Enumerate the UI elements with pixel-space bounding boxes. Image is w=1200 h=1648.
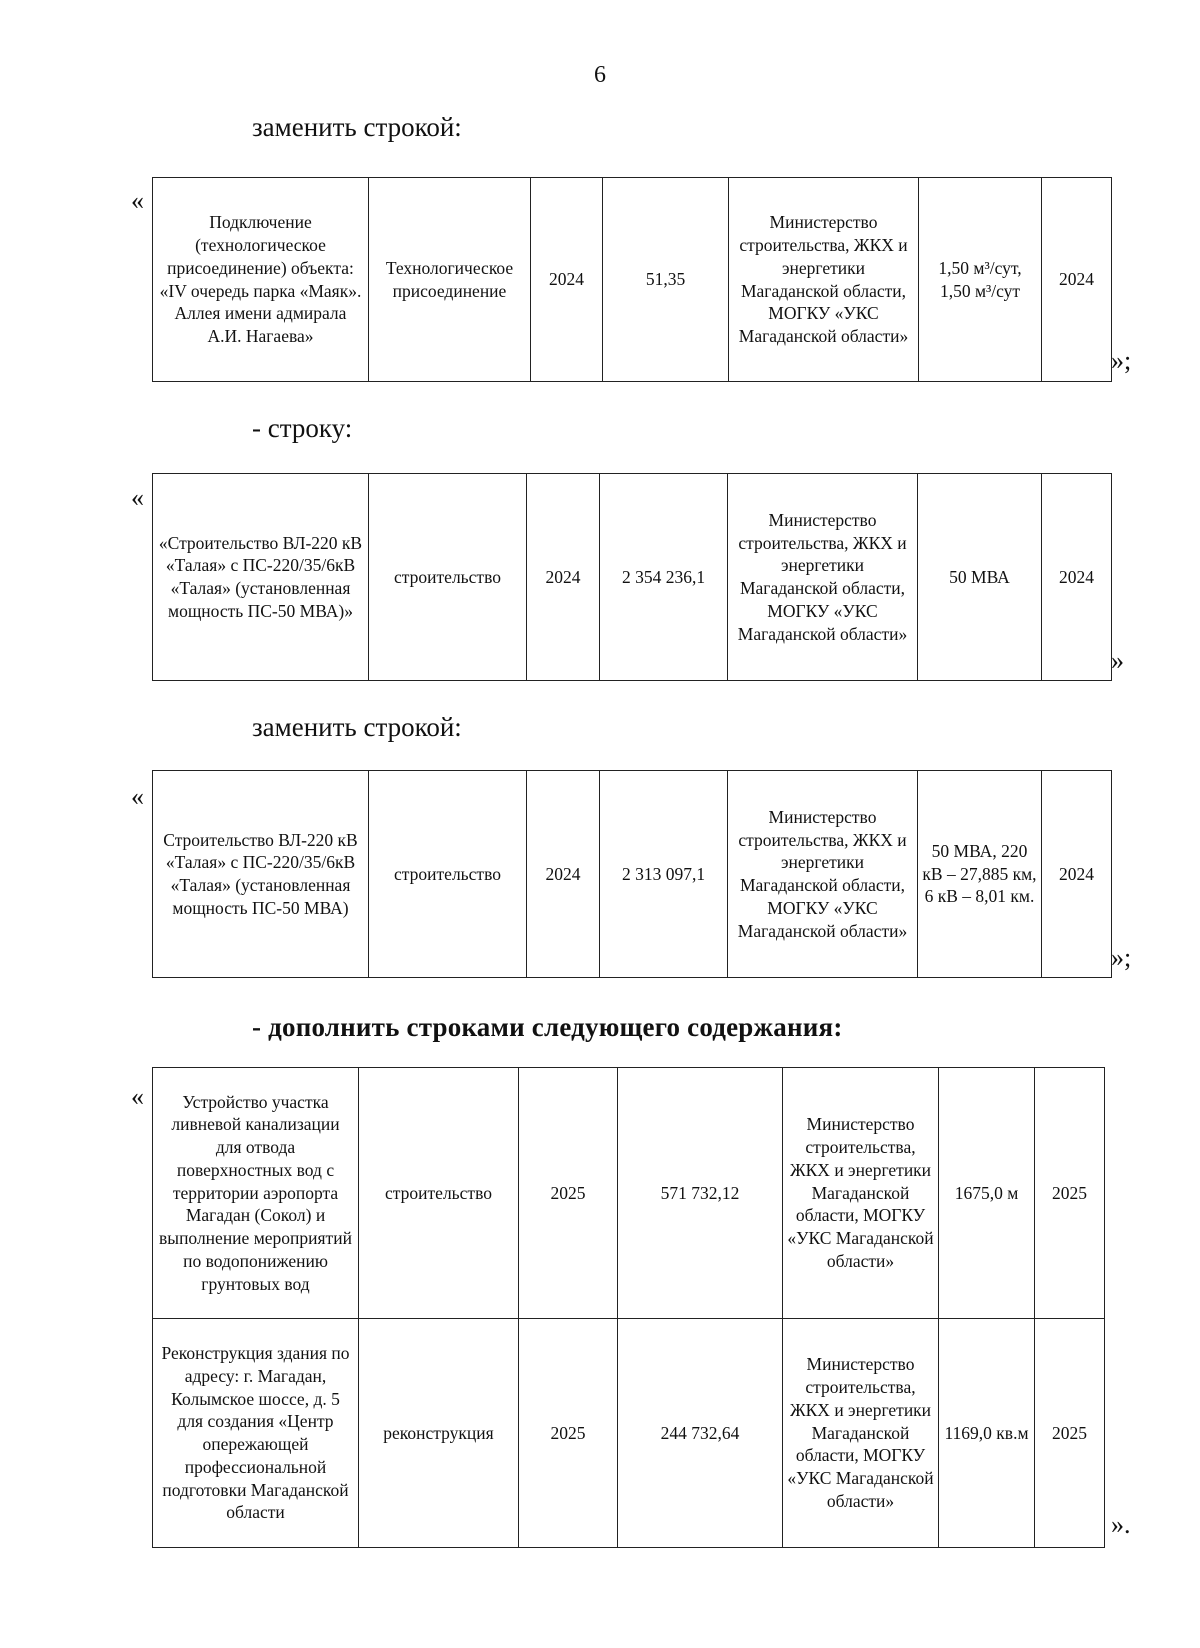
cell-year: 2025 xyxy=(519,1319,618,1548)
open-quote: « xyxy=(131,782,144,811)
close-quote: ». xyxy=(1111,1510,1131,1539)
cell-year: 2025 xyxy=(519,1068,618,1319)
cell-completion-year: 2024 xyxy=(1042,474,1112,681)
cell-object-name: Строительство ВЛ-220 кВ «Талая» с ПС-220/35/6кВ «Талая» (установленная мощность ПС-50 МВА) xyxy=(153,771,369,978)
cell-cost: 244 732,64 xyxy=(618,1319,783,1548)
table-replacement-1 xyxy=(152,177,1112,382)
cell-work-type: строительство xyxy=(369,474,527,681)
cell-work-type: реконструкция xyxy=(359,1319,519,1548)
cell-object-name: Устройство участка ливневой канализации для отвода поверхностных вод с территории аэропорта Магадан (Сокол) и выполнение мероприятий по водопонижению грунтовых вод xyxy=(153,1068,359,1319)
heading-replace-1: заменить строкой: xyxy=(252,112,462,142)
table-added-rows xyxy=(152,1067,1105,1548)
cell-capacity: 1675,0 м xyxy=(939,1068,1035,1319)
table-row xyxy=(153,474,1112,681)
cell-capacity: 50 МВА, 220 кВ – 27,885 км, 6 кВ – 8,01 км. xyxy=(918,771,1042,978)
cell-cost: 2 313 097,1 xyxy=(600,771,728,978)
cell-completion-year: 2025 xyxy=(1035,1319,1105,1548)
cell-year: 2024 xyxy=(527,771,600,978)
cell-completion-year: 2024 xyxy=(1042,771,1112,978)
table-row xyxy=(153,178,1112,382)
cell-work-type: Технологическое присоединение xyxy=(369,178,531,382)
table-replacement-3 xyxy=(152,770,1112,978)
cell-responsible: Министерство строительства, ЖКХ и энергетики Магаданской области, МОГКУ «УКС Магаданской области» xyxy=(783,1319,939,1548)
table-row xyxy=(153,771,1112,978)
close-quote: » xyxy=(1111,646,1124,675)
cell-cost: 51,35 xyxy=(603,178,729,382)
heading-row-2: - строку: xyxy=(252,413,353,443)
cell-responsible: Министерство строительства, ЖКХ и энергетики Магаданской области, МОГКУ «УКС Магаданской области» xyxy=(728,474,918,681)
cell-capacity: 1169,0 кв.м xyxy=(939,1319,1035,1548)
cell-work-type: строительство xyxy=(359,1068,519,1319)
open-quote: « xyxy=(131,186,144,215)
cell-responsible: Министерство строительства, ЖКХ и энергетики Магаданской области, МОГКУ «УКС Магаданской области» xyxy=(728,771,918,978)
cell-year: 2024 xyxy=(527,474,600,681)
cell-cost: 2 354 236,1 xyxy=(600,474,728,681)
cell-object-name: Реконструкция здания по адресу: г. Магадан, Колымское шоссе, д. 5 для создания «Центр опережающей профессиональной подготовки Магаданской области xyxy=(153,1319,359,1548)
cell-capacity: 1,50 м³/сут, 1,50 м³/сут xyxy=(919,178,1042,382)
close-quote: »; xyxy=(1111,943,1132,972)
cell-capacity: 50 МВА xyxy=(918,474,1042,681)
open-quote: « xyxy=(131,483,144,512)
open-quote: « xyxy=(131,1082,144,1111)
heading-replace-3: заменить строкой: xyxy=(252,712,462,742)
cell-object-name: Подключение (технологическое присоединение) объекта: «IV очередь парка «Маяк». Аллея имени адмирала А.И. Нагаева» xyxy=(153,178,369,382)
cell-work-type: строительство xyxy=(369,771,527,978)
cell-cost: 571 732,12 xyxy=(618,1068,783,1319)
table-original-2 xyxy=(152,473,1112,681)
page-number: 6 xyxy=(594,62,606,88)
close-quote: »; xyxy=(1111,346,1132,375)
cell-completion-year: 2025 xyxy=(1035,1068,1105,1319)
cell-object-name: «Строительство ВЛ-220 кВ «Талая» с ПС-220/35/6кВ «Талая» (установленная мощность ПС-50 МВА)» xyxy=(153,474,369,681)
cell-responsible: Министерство строительства, ЖКХ и энергетики Магаданской области, МОГКУ «УКС Магаданской области» xyxy=(783,1068,939,1319)
cell-completion-year: 2024 xyxy=(1042,178,1112,382)
heading-add-rows: - дополнить строками следующего содержания: xyxy=(252,1012,843,1042)
cell-responsible: Министерство строительства, ЖКХ и энергетики Магаданской области, МОГКУ «УКС Магаданской области» xyxy=(729,178,919,382)
table-row xyxy=(153,1319,1105,1548)
table-row xyxy=(153,1068,1105,1319)
cell-year: 2024 xyxy=(531,178,603,382)
